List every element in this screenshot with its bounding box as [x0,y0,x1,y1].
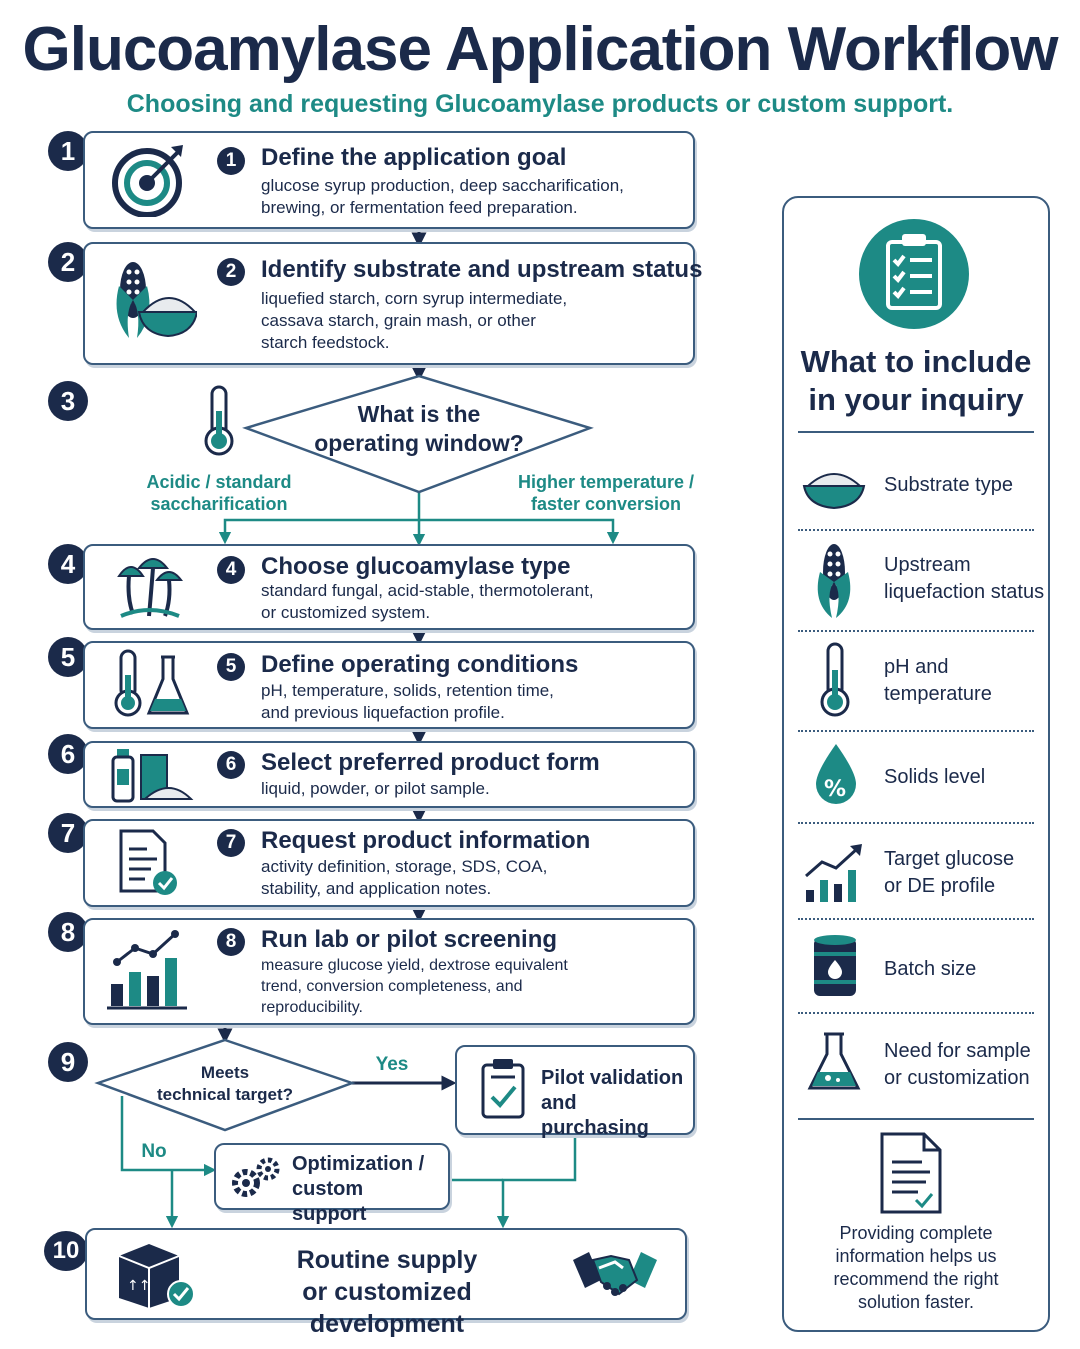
step-card-2 [83,242,703,365]
step-badge-2: 2 [48,242,88,282]
sidebar-item-sample [884,1038,1031,1092]
sidebar-item-substrate [884,472,1013,499]
step-desc-4 [261,580,594,624]
step-desc-5-line-2: and previous liquefaction profile. [261,703,505,722]
step-num-1: 1 [217,147,245,175]
step-badge-4: 4 [48,544,88,584]
pilot-validation-box [455,1045,695,1139]
sidebar-item-ph [884,654,992,708]
step-title-7: Request product information [261,827,591,854]
optimization-box [214,1143,450,1225]
step-title-8: Run lab or pilot screening [261,926,558,953]
step-badge-1: 1 [48,131,88,171]
step-desc-4-line-2: or customized system. [261,603,431,622]
inquiry-sidebar [782,196,1050,1332]
document-icon [878,1132,946,1216]
sidebar-item-sample-line-1: Need for sample [884,1040,1031,1062]
branch-label-acidic-line-2: saccharification [150,494,288,514]
decision-target-question [140,1062,310,1106]
checklist-icon [858,218,970,330]
sidebar-item-target-line-2: or DE profile [884,875,996,897]
step-desc-5 [261,680,554,724]
fungi-icon [115,554,185,620]
sidebar-footer-line-1: Providing complete [839,1223,993,1243]
thermometer-icon [200,385,240,457]
final-outcome-text [227,1244,547,1340]
step-desc-6-line-1: liquid, powder, or pilot sample. [261,779,490,798]
step-num-5: 5 [217,653,245,681]
branch-label-high-temp-line-2: faster conversion [530,494,682,514]
sidebar-divider [798,431,1034,433]
step-num-6: 6 [217,751,245,779]
step-badge-10: 10 [44,1231,88,1271]
step-title-2: Identify substrate and upstream status [261,256,703,283]
step-desc-5-line-1: pH, temperature, solids, retention time, [261,681,554,700]
branch-label-acidic [134,471,304,515]
final-outcome-line-1: Routine supply [296,1246,478,1274]
page-subtitle: Choosing and requesting Glucoamylase products or custom support. [126,90,954,118]
barrel-icon [810,934,860,1000]
branch-label-no: No [141,1141,167,1162]
document-check-icon [117,829,181,897]
target-icon [111,141,187,217]
sidebar-divider [798,1118,1034,1120]
bar-chart-icon [105,928,191,1010]
box-check-icon [115,1238,199,1310]
pilot-validation-text [541,1066,687,1141]
sidebar-footer-line-4: solution faster. [857,1292,975,1312]
step-desc-7 [261,856,547,900]
handshake-icon [571,1246,659,1302]
branch-label-acidic-line-1: Acidic / standard [146,472,292,492]
step-num-4: 4 [217,556,245,584]
sidebar-separator [798,1012,1034,1014]
decision-window-question-line-2: operating window? [314,430,524,456]
sidebar-item-ph-line-2: temperature [884,683,992,705]
decision-window-question-line-1: What is the [357,401,481,427]
decision-window-question [290,400,548,458]
step-desc-2-line-1: liquefied starch, corn syrup intermediate, [261,289,568,308]
step-title-5: Define operating conditions [261,651,579,678]
step-desc-1-line-2: brewing, or fermentation feed preparation. [261,198,578,217]
step-title-4: Choose glucoamylase type [261,553,571,580]
step-card-8 [83,918,695,1025]
sidebar-separator [798,630,1034,632]
sidebar-item-batch [884,956,976,983]
percent-drop-icon [814,742,858,808]
step-badge-9: 9 [48,1042,88,1082]
sidebar-title-line-2: in your inquiry [808,382,1024,417]
thermometer-flask-icon [113,649,193,721]
sidebar-item-upstream-line-2: liquefaction status [884,581,1045,603]
sidebar-item-batch-line-1: Batch size [884,958,977,980]
corn-icon [810,540,860,620]
step-card-4 [83,544,695,630]
svg-text:%: % [824,777,847,802]
pilot-validation-line-2: and purchasing [541,1092,649,1139]
step-desc-1-line-1: glucose syrup production, deep saccharification, [261,176,624,195]
decision-target-question-line-2: technical target? [156,1085,294,1104]
svg-text:↑↑: ↑↑ [127,1278,151,1294]
step-card-7 [83,819,695,907]
pilot-validation-line-1: Pilot validation [541,1067,684,1089]
step-desc-7-line-2: stability, and application notes. [261,879,492,898]
branch-label-yes: Yes [375,1054,409,1075]
step-badge-8: 8 [48,912,88,952]
clipboard-check-icon [479,1057,529,1121]
optimization-text [292,1152,442,1227]
step-badge-6: 6 [48,734,88,774]
step-badge-7: 7 [48,813,88,853]
sidebar-item-solids-line-1: Solids level [884,766,986,788]
powder-bowl-icon [802,462,866,510]
bottle-powder-icon [111,747,195,803]
final-outcome-box [85,1228,687,1338]
sidebar-footer [794,1222,1038,1314]
step-desc-7-line-1: activity definition, storage, SDS, COA, [261,857,548,876]
sidebar-item-solids [884,764,985,791]
thermometer-icon [816,642,856,718]
growth-chart-icon [804,844,864,904]
corn-bowl-icon [107,256,197,342]
sidebar-separator [798,529,1034,531]
step-desc-2-line-2: cassava starch, grain mash, or other [261,311,536,330]
sidebar-separator [798,730,1034,732]
sidebar-separator [798,918,1034,920]
branch-label-high-temp [508,471,704,515]
step-desc-1 [261,175,624,219]
page-title: Glucoamylase Application Workflow [22,15,1058,84]
step-title-1: Define the application goal [261,144,567,171]
step-desc-2-line-3: starch feedstock. [261,333,390,352]
step-title-6: Select preferred product form [261,749,600,776]
sidebar-item-upstream [884,552,1044,606]
step-card-6 [83,741,695,808]
optimization-line-2: custom support [292,1178,367,1225]
decision-target-question-line-1: Meets [200,1063,250,1082]
step-badge-5: 5 [48,637,88,677]
step-desc-4-line-1: standard fungal, acid-stable, thermotolerant, [261,581,594,600]
gears-icon [228,1153,284,1201]
step-num-8: 8 [217,928,245,956]
sidebar-footer-line-3: recommend the right [833,1269,999,1289]
final-outcome-line-2: or customized development [302,1278,472,1338]
sidebar-title [784,343,1048,419]
branch-label-high-temp-line-1: Higher temperature / [517,472,695,492]
optimization-line-1: Optimization / [292,1153,425,1175]
step-num-2: 2 [217,258,245,286]
step-card-1 [83,131,695,229]
step-desc-6 [261,778,490,800]
step-desc-2 [261,288,567,354]
sidebar-title-line-1: What to include [800,344,1032,379]
sidebar-item-substrate-line-1: Substrate type [884,474,1013,496]
sidebar-separator [798,822,1034,824]
step-num-7: 7 [217,829,245,857]
sidebar-item-sample-line-2: or customization [884,1067,1030,1089]
step-desc-8 [261,955,568,1018]
sidebar-item-target [884,846,1014,900]
step-badge-3: 3 [48,381,88,421]
sidebar-item-target-line-1: Target glucose [884,848,1015,870]
sidebar-footer-line-2: information helps us [835,1246,997,1266]
sidebar-item-upstream-line-1: Upstream [884,554,971,576]
step-desc-8-line-3: reproducibility. [261,999,363,1016]
step-desc-8-line-2: trend, conversion completeness, and [261,978,523,995]
step-card-5 [83,641,695,729]
step-desc-8-line-1: measure glucose yield, dextrose equivalent [261,957,568,974]
sidebar-item-ph-line-1: pH and [884,656,949,678]
flask-icon [806,1030,862,1094]
